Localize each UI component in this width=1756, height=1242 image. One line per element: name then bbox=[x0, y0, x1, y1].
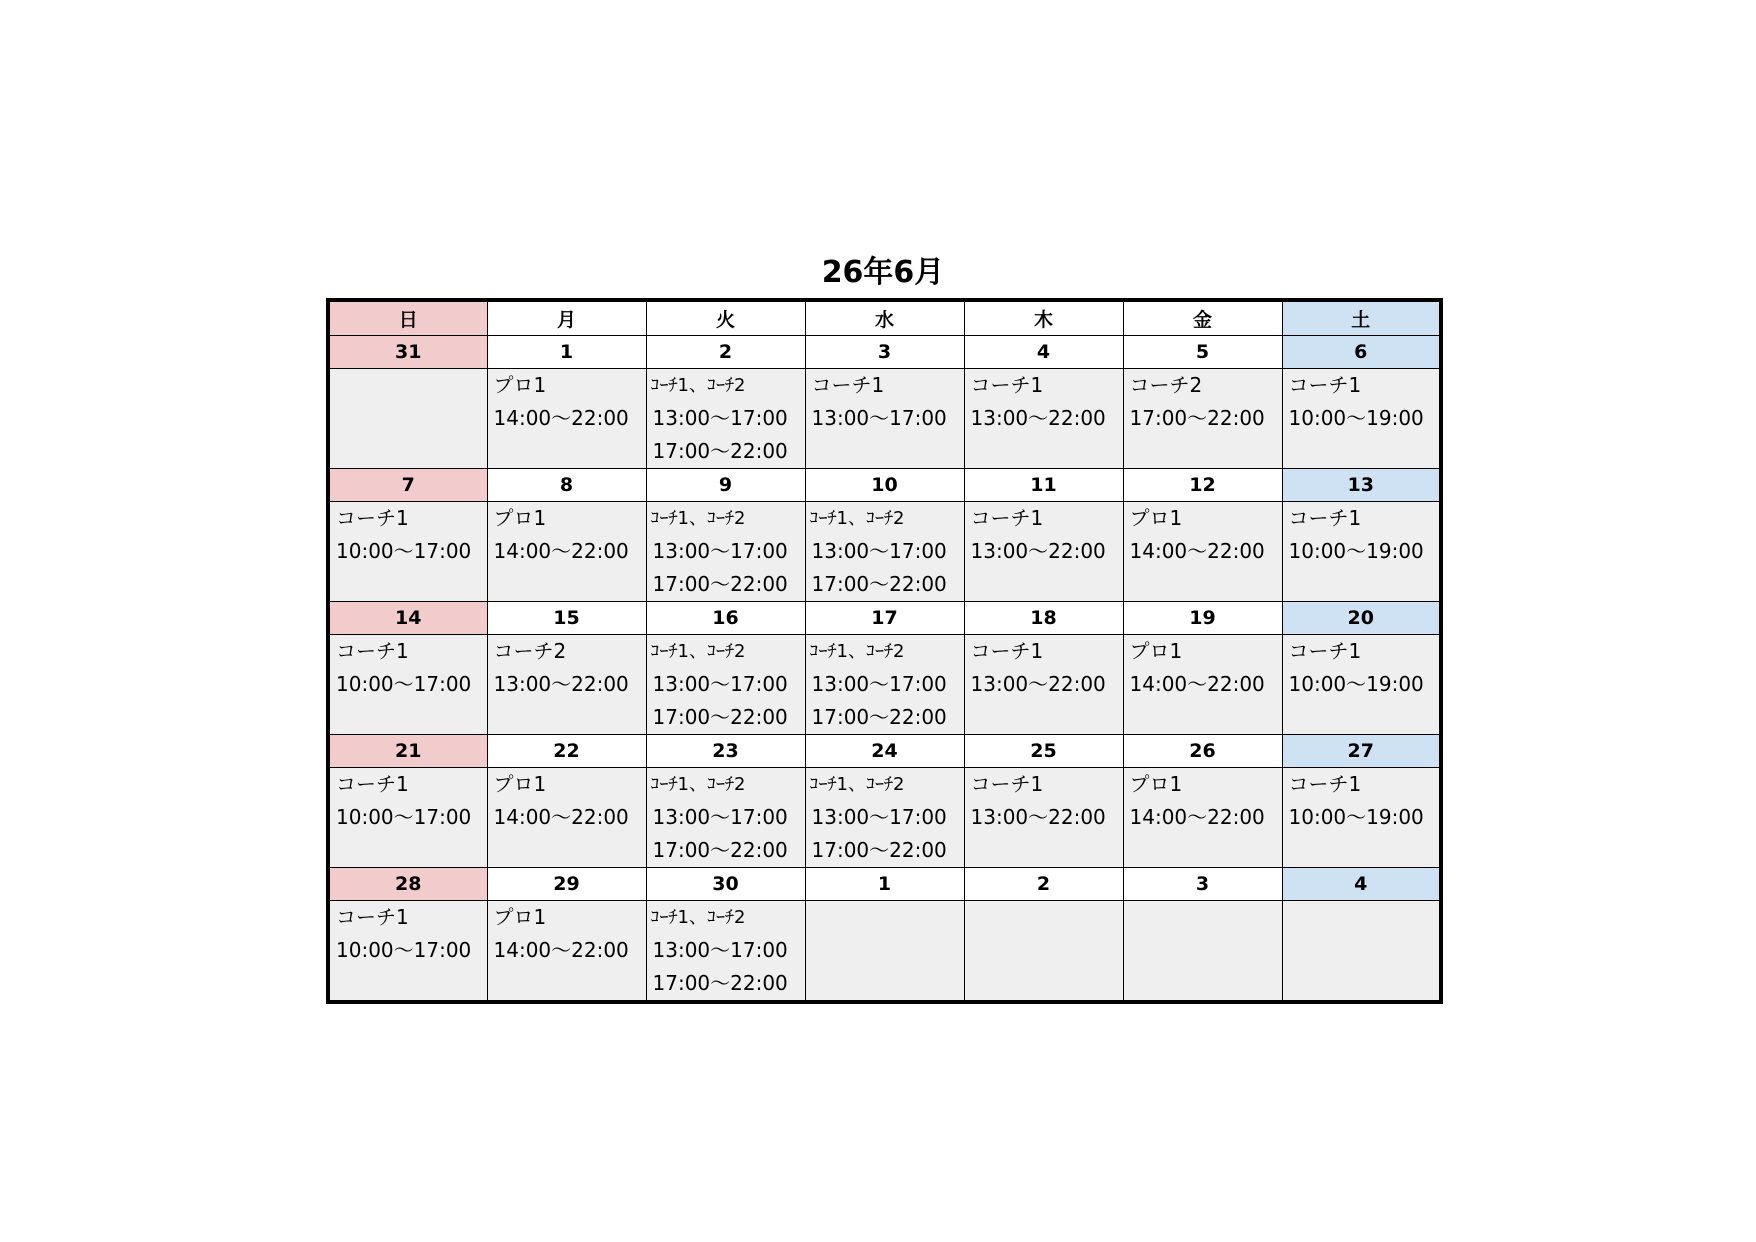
date-cell: 6 bbox=[1282, 335, 1441, 368]
schedule-line: 17:00～22:00 bbox=[652, 704, 788, 729]
weekday-header-mon: 月 bbox=[487, 300, 646, 335]
schedule-line: 13:00～17:00 bbox=[811, 804, 947, 829]
weekday-header-fri: 金 bbox=[1123, 300, 1282, 335]
schedule-cell bbox=[487, 900, 646, 1002]
date-cell: 7 bbox=[328, 468, 487, 501]
schedule-line: 17:00～22:00 bbox=[652, 837, 788, 862]
schedule-line: 17:00～22:00 bbox=[811, 704, 947, 729]
date-cell: 1 bbox=[805, 867, 964, 900]
date-cell: 3 bbox=[805, 335, 964, 368]
schedule-line: ｺｰﾁ1、ｺｰﾁ2 bbox=[809, 773, 905, 795]
schedule-line: 17:00～22:00 bbox=[652, 571, 788, 596]
schedule-cell bbox=[805, 900, 964, 1002]
schedule-line: 17:00～22:00 bbox=[1129, 405, 1265, 430]
schedule-cell bbox=[328, 900, 487, 1002]
date-cell: 15 bbox=[487, 601, 646, 634]
schedule-line: コーチ1 bbox=[336, 904, 409, 929]
schedule-line: コーチ2 bbox=[493, 638, 567, 663]
schedule-cell bbox=[1123, 368, 1282, 468]
weekday-header-sat: 土 bbox=[1282, 300, 1441, 335]
schedule-line: 10:00～19:00 bbox=[1288, 538, 1424, 563]
schedule-line: ｺｰﾁ1、ｺｰﾁ2 bbox=[650, 640, 746, 662]
date-cell: 21 bbox=[328, 734, 487, 767]
schedule-cell bbox=[328, 634, 487, 734]
date-cell: 24 bbox=[805, 734, 964, 767]
schedule-cell bbox=[487, 767, 646, 867]
schedule-cell bbox=[1123, 767, 1282, 867]
schedule-cell bbox=[646, 368, 805, 468]
schedule-row bbox=[328, 767, 1441, 867]
date-cell: 17 bbox=[805, 601, 964, 634]
schedule-cell bbox=[1282, 501, 1441, 601]
schedule-line: 10:00～19:00 bbox=[1288, 405, 1424, 430]
date-cell: 22 bbox=[487, 734, 646, 767]
schedule-line: プロ1 bbox=[493, 904, 547, 929]
date-cell: 2 bbox=[646, 335, 805, 368]
date-cell: 14 bbox=[328, 601, 487, 634]
schedule-row bbox=[328, 501, 1441, 601]
schedule-line: ｺｰﾁ1、ｺｰﾁ2 bbox=[650, 507, 746, 529]
schedule-line: 14:00～22:00 bbox=[493, 937, 629, 962]
date-cell: 13 bbox=[1282, 468, 1441, 501]
schedule-cell bbox=[964, 368, 1123, 468]
schedule-line: コーチ1 bbox=[970, 771, 1044, 796]
schedule-line: 14:00～22:00 bbox=[493, 804, 629, 829]
schedule-line: プロ1 bbox=[493, 505, 547, 530]
schedule-row bbox=[328, 634, 1441, 734]
date-cell: 16 bbox=[646, 601, 805, 634]
schedule-cell bbox=[487, 634, 646, 734]
schedule-line: 13:00～17:00 bbox=[811, 405, 947, 430]
date-cell: 9 bbox=[646, 468, 805, 501]
schedule-line: コーチ1 bbox=[1288, 372, 1362, 397]
schedule-cell bbox=[487, 368, 646, 468]
date-cell: 26 bbox=[1123, 734, 1282, 767]
schedule-cell bbox=[1282, 634, 1441, 734]
schedule-cell bbox=[1282, 368, 1441, 468]
schedule-line: 13:00～22:00 bbox=[970, 804, 1106, 829]
schedule-line: 13:00～22:00 bbox=[493, 671, 629, 696]
date-cell: 31 bbox=[328, 335, 487, 368]
date-cell: 29 bbox=[487, 867, 646, 900]
schedule-line: ｺｰﾁ1、ｺｰﾁ2 bbox=[650, 906, 746, 928]
schedule-line: コーチ1 bbox=[336, 505, 409, 530]
schedule-cell bbox=[646, 767, 805, 867]
schedule-line: プロ1 bbox=[1129, 505, 1183, 530]
date-cell: 10 bbox=[805, 468, 964, 501]
schedule-cell bbox=[328, 368, 487, 468]
schedule-cell bbox=[1123, 900, 1282, 1002]
schedule-row bbox=[328, 900, 1441, 1002]
schedule-line: 10:00～17:00 bbox=[336, 671, 472, 696]
schedule-line: コーチ1 bbox=[970, 638, 1044, 663]
weekday-header-row bbox=[328, 300, 1441, 335]
schedule-line: 17:00～22:00 bbox=[811, 571, 947, 596]
date-cell: 4 bbox=[1282, 867, 1441, 900]
schedule-cell bbox=[964, 634, 1123, 734]
schedule-cell bbox=[964, 767, 1123, 867]
schedule-cell bbox=[328, 501, 487, 601]
schedule-line: コーチ1 bbox=[1288, 638, 1362, 663]
calendar-title: 26年6月 bbox=[821, 255, 945, 290]
weekday-header-thu: 木 bbox=[964, 300, 1123, 335]
date-row bbox=[328, 468, 1441, 501]
date-cell: 28 bbox=[328, 867, 487, 900]
date-cell: 20 bbox=[1282, 601, 1441, 634]
schedule-row bbox=[328, 368, 1441, 468]
schedule-line: コーチ1 bbox=[336, 771, 409, 796]
weekday-header-sun: 日 bbox=[328, 300, 487, 335]
schedule-line: 13:00～17:00 bbox=[652, 671, 788, 696]
schedule-line: ｺｰﾁ1、ｺｰﾁ2 bbox=[809, 507, 905, 529]
schedule-line: 13:00～17:00 bbox=[811, 671, 947, 696]
schedule-line: コーチ2 bbox=[1129, 372, 1203, 397]
schedule-line: 17:00～22:00 bbox=[811, 837, 947, 862]
schedule-line: プロ1 bbox=[493, 372, 547, 397]
schedule-line: 17:00～22:00 bbox=[652, 970, 788, 995]
date-cell: 12 bbox=[1123, 468, 1282, 501]
schedule-line: 14:00～22:00 bbox=[493, 405, 629, 430]
schedule-line: プロ1 bbox=[493, 771, 547, 796]
calendar-body bbox=[328, 335, 1441, 1002]
schedule-line: 10:00～17:00 bbox=[336, 937, 472, 962]
schedule-line: 13:00～17:00 bbox=[652, 937, 788, 962]
schedule-line: 13:00～22:00 bbox=[970, 405, 1106, 430]
schedule-cell bbox=[964, 900, 1123, 1002]
schedule-line: 17:00～22:00 bbox=[652, 438, 788, 463]
schedule-cell bbox=[805, 501, 964, 601]
weekday-header-wed: 水 bbox=[805, 300, 964, 335]
schedule-line: 14:00～22:00 bbox=[1129, 804, 1265, 829]
schedule-line: 14:00～22:00 bbox=[1129, 538, 1265, 563]
schedule-line: ｺｰﾁ1、ｺｰﾁ2 bbox=[650, 773, 746, 795]
schedule-line: コーチ1 bbox=[336, 638, 409, 663]
schedule-cell bbox=[964, 501, 1123, 601]
schedule-cell bbox=[805, 634, 964, 734]
schedule-line: コーチ1 bbox=[1288, 505, 1362, 530]
date-cell: 27 bbox=[1282, 734, 1441, 767]
date-cell: 2 bbox=[964, 867, 1123, 900]
date-cell: 3 bbox=[1123, 867, 1282, 900]
schedule-line: コーチ1 bbox=[970, 372, 1044, 397]
schedule-line: コーチ1 bbox=[970, 505, 1044, 530]
date-cell: 11 bbox=[964, 468, 1123, 501]
schedule-line: 13:00～17:00 bbox=[652, 405, 788, 430]
schedule-cell bbox=[1282, 767, 1441, 867]
schedule-cell bbox=[805, 767, 964, 867]
schedule-line: 13:00～17:00 bbox=[652, 804, 788, 829]
schedule-cell bbox=[1123, 501, 1282, 601]
schedule-line: ｺｰﾁ1、ｺｰﾁ2 bbox=[809, 640, 905, 662]
weekday-header-tue: 火 bbox=[646, 300, 805, 335]
schedule-line: プロ1 bbox=[1129, 771, 1183, 796]
schedule-line: コーチ1 bbox=[811, 372, 885, 397]
date-cell: 1 bbox=[487, 335, 646, 368]
schedule-line: プロ1 bbox=[1129, 638, 1183, 663]
schedule-cell bbox=[1282, 900, 1441, 1002]
schedule-cell bbox=[487, 501, 646, 601]
schedule-line: 10:00～17:00 bbox=[336, 804, 472, 829]
schedule-cell bbox=[1123, 634, 1282, 734]
date-cell: 4 bbox=[964, 335, 1123, 368]
schedule-line: 13:00～22:00 bbox=[970, 671, 1106, 696]
date-cell: 19 bbox=[1123, 601, 1282, 634]
date-row bbox=[328, 601, 1441, 634]
schedule-line: 13:00～22:00 bbox=[970, 538, 1106, 563]
schedule-line: 14:00～22:00 bbox=[493, 538, 629, 563]
schedule-line: 14:00～22:00 bbox=[1129, 671, 1265, 696]
date-cell: 23 bbox=[646, 734, 805, 767]
date-cell: 8 bbox=[487, 468, 646, 501]
date-row bbox=[328, 734, 1441, 767]
schedule-cell bbox=[805, 368, 964, 468]
schedule-line: 13:00～17:00 bbox=[652, 538, 788, 563]
schedule-cell bbox=[646, 900, 805, 1002]
calendar-table bbox=[326, 298, 1443, 1004]
date-cell: 25 bbox=[964, 734, 1123, 767]
schedule-cell bbox=[646, 634, 805, 734]
date-cell: 18 bbox=[964, 601, 1123, 634]
schedule-line: ｺｰﾁ1、ｺｰﾁ2 bbox=[650, 374, 746, 396]
date-cell: 30 bbox=[646, 867, 805, 900]
schedule-line: 10:00～17:00 bbox=[336, 538, 472, 563]
schedule-line: 10:00～19:00 bbox=[1288, 671, 1424, 696]
schedule-line: 10:00～19:00 bbox=[1288, 804, 1424, 829]
date-row bbox=[328, 335, 1441, 368]
date-cell: 5 bbox=[1123, 335, 1282, 368]
schedule-cell bbox=[646, 501, 805, 601]
schedule-line: 13:00～17:00 bbox=[811, 538, 947, 563]
date-row bbox=[328, 867, 1441, 900]
schedule-line: コーチ1 bbox=[1288, 771, 1362, 796]
schedule-cell bbox=[328, 767, 487, 867]
